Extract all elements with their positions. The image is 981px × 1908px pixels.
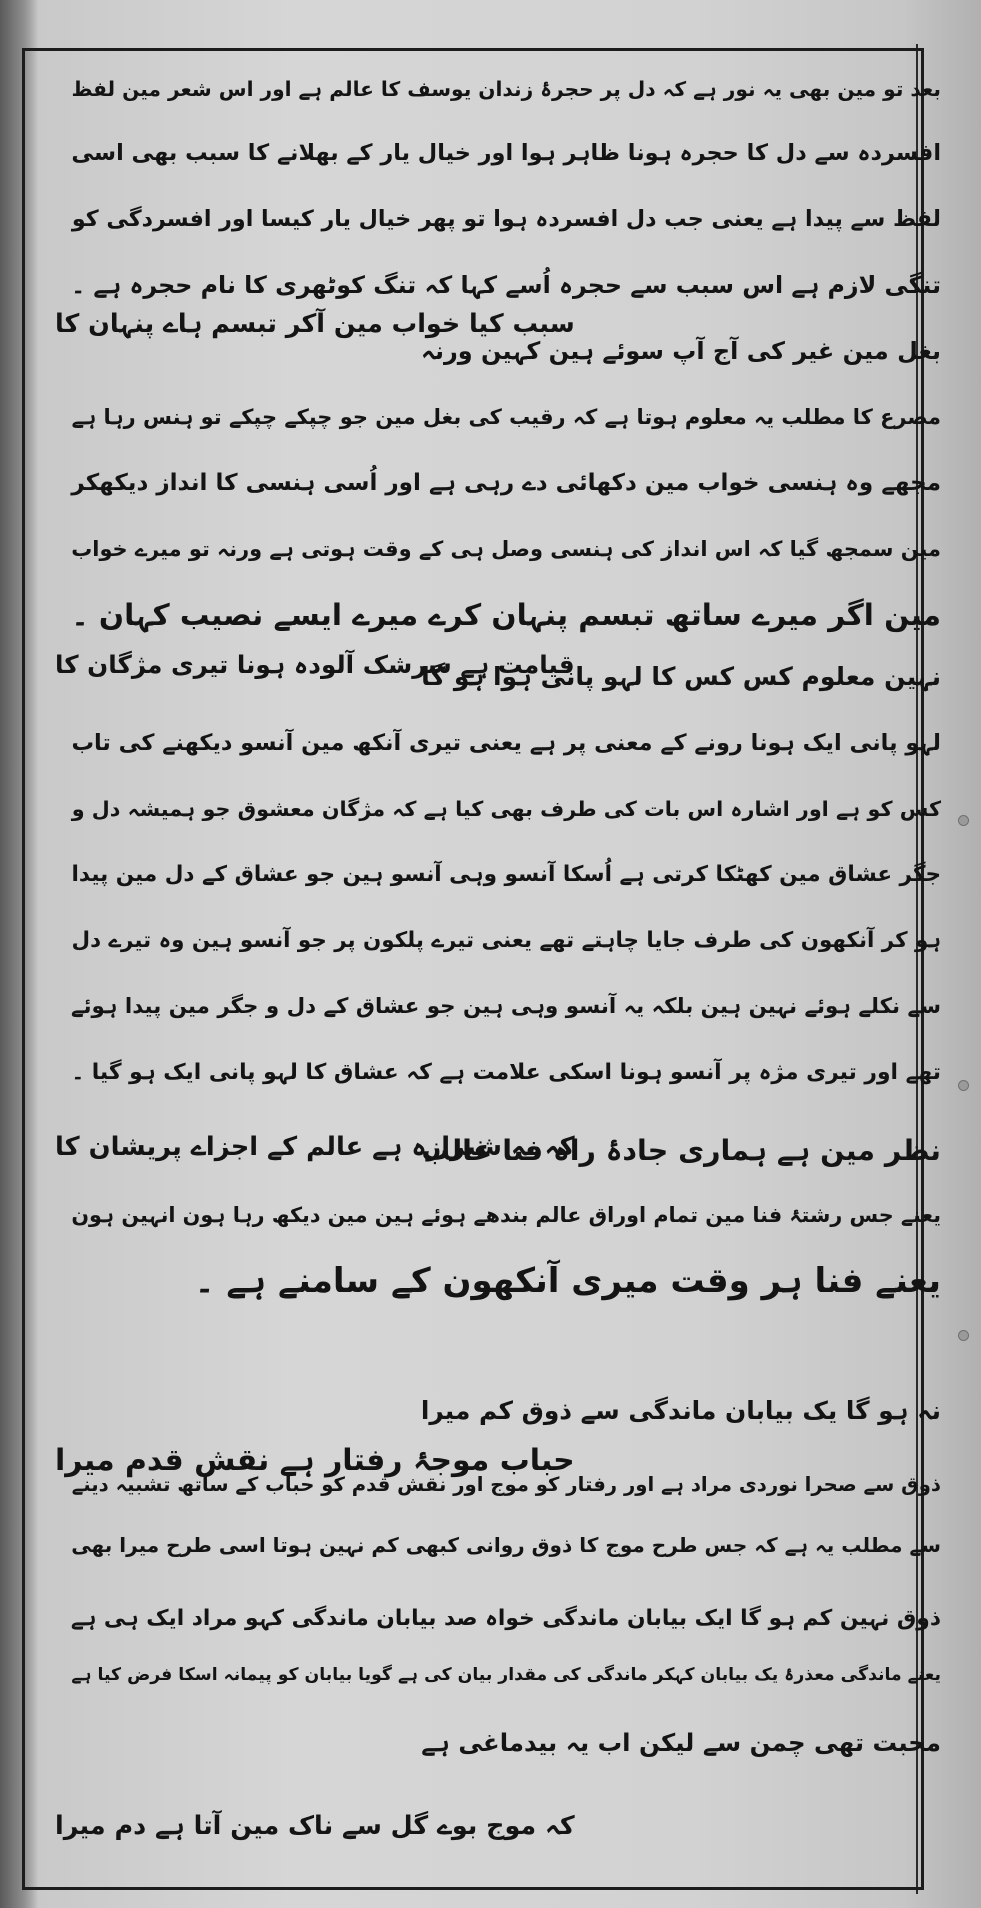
verse-1-first-hemistich: بغل مین غیر کی آج آپ سوئے ہین کہین ورنہ — [420, 337, 941, 365]
text-line: افسردہ سے دل کا حجرہ ہونا ظاہر ہوا اور خیال یار کے بھلانے کا سبب بھی اسی — [71, 140, 941, 166]
text-line: تنگی لازم ہے اس سبب سے حجرہ اُسے کہا کہ تنگ کوٹھری کا نام حجرہ ہے ۔ — [71, 271, 941, 299]
text-line: تھے اور تیری مژہ پر آنسو ہونا اسکی علامت ہے کہ عشاق کا لہو پانی ایک ہو گیا ۔ — [71, 1060, 941, 1085]
punch-hole — [958, 815, 969, 826]
verse-1-second-hemistich: سبب کیا خواب مین آکر تبسم ہاے پنہان کا — [55, 308, 575, 338]
punch-hole — [958, 1330, 969, 1341]
verse-3-first-hemistich: نظر مین ہے ہماری جادۂ راہ فنا غالب — [421, 1134, 941, 1167]
text-line: جگر عشاق مین کھٹکا کرتی ہے اُسکا آنسو وہی آنسو ہین جو عشاق کے دل مین پیدا — [71, 862, 941, 887]
text-line: لفظ سے پیدا ہے یعنی جب دل افسردہ ہوا تو پھر خیال یار کیسا اور افسردگی کو — [71, 206, 941, 232]
text-frame — [22, 48, 941, 1890]
text-line: سے مطلب یہ ہے کہ جس طرح موج کا ذوق روانی کبھی کم نہین ہوتا اسی طرح میرا بھی — [71, 1533, 941, 1557]
text-line: یعنے جس رشتۂ فنا مین تمام اوراق عالم بندھے ہوئے ہین مین دیکھ رہا ہون انہین ہون — [71, 1203, 941, 1227]
text-line: یعنے فنا ہر وقت میری آنکھون کے سامنے ہے ۔ — [194, 1261, 941, 1301]
punch-hole — [958, 1080, 969, 1091]
text-line: ہو کر آنکھون کی طرف جایا چاہتے تھے یعنی تیرے پلکون پر جو آنسو ہین وہ تیرے دل — [71, 928, 941, 953]
text-line: یعنے ماندگی معذرۂ یک بیابان کہکر ماندگی کی مقدار بیان کی ہے گویا بیابان کو پیمانہ اسکا فرض کیا ہے — [71, 1665, 941, 1685]
text-line: مین سمجھ گیا کہ اس انداز کی ہنسی وصل ہی کے وقت ہوتی ہے ورنہ تو میرے خواب — [71, 537, 941, 561]
text-line: مین اگر میرے ساتھ تبسم پنہان کرے میرے ایسے نصیب کہان ۔ — [71, 598, 941, 632]
text-line: سے نکلے ہوئے نہین ہین بلکہ یہ آنسو وہی ہین جو عشاق کے دل و جگر مین پیدا ہوئے — [71, 994, 941, 1019]
text-line: ذوق سے صحرا نوردی مراد ہے اور رفتار کو موج اور نقش قدم کو حباب کے ساتھ تشبیہ دینے — [71, 1473, 941, 1496]
text-line: ذوق نہین کم ہو گا ایک بیابان ماندگی خواہ صد بیابان ماندگی کہو مراد ایک ہی ہے — [70, 1606, 941, 1631]
verse-3-second-hemistich: کہ یہ شیرازہ ہے عالم کے اجزاے پریشان کا — [55, 1132, 575, 1162]
verse-5-first-hemistich: محبت تھی چمن سے لیکن اب یہ بیدماغی ہے — [421, 1728, 941, 1757]
verse-2-second-hemistich: قیامت ہے سرشک آلودہ ہونا تیری مژگان کا — [55, 650, 575, 679]
verse-5-second-hemistich: کہ موج بوے گل سے ناک مین آتا ہے دم میرا — [55, 1810, 575, 1840]
text-line: مصرع کا مطلب یہ معلوم ہوتا ہے کہ رقیب کی بغل مین جو چپکے چپکے تو ہنس رہا ہے — [71, 405, 941, 429]
verse-4-second-hemistich: حباب موجۂ رفتار ہے نقش قدم میرا — [55, 1443, 575, 1478]
verse-2-first-hemistich: نہین معلوم کس کس کا لہو پانی ہوا ہو گا — [421, 662, 941, 691]
verse-4-first-hemistich: نہ ہو گا یک بیابان ماندگی سے ذوق کم میرا — [420, 1396, 941, 1425]
text-line: بعد تو مین بھی یہ نور ہے کہ دل پر حجرۂ زندان یوسف کا عالم ہے اور اس شعر مین لفظ — [71, 77, 941, 101]
text-line: مجھے وہ ہنسی خواب مین دکھائی دے رہی ہے اور اُسی ہنسی کا انداز دیکھکر — [71, 470, 941, 496]
text-line: لہو پانی ایک ہونا رونے کے معنی پر ہے یعنی تیری آنکھ مین آنسو دیکھنے کی تاب — [71, 730, 941, 756]
text-line: کس کو ہے اور اشارہ اس بات کی طرف بھی کیا ہے کہ مژگان معشوق جو ہمیشہ دل و — [71, 797, 941, 821]
